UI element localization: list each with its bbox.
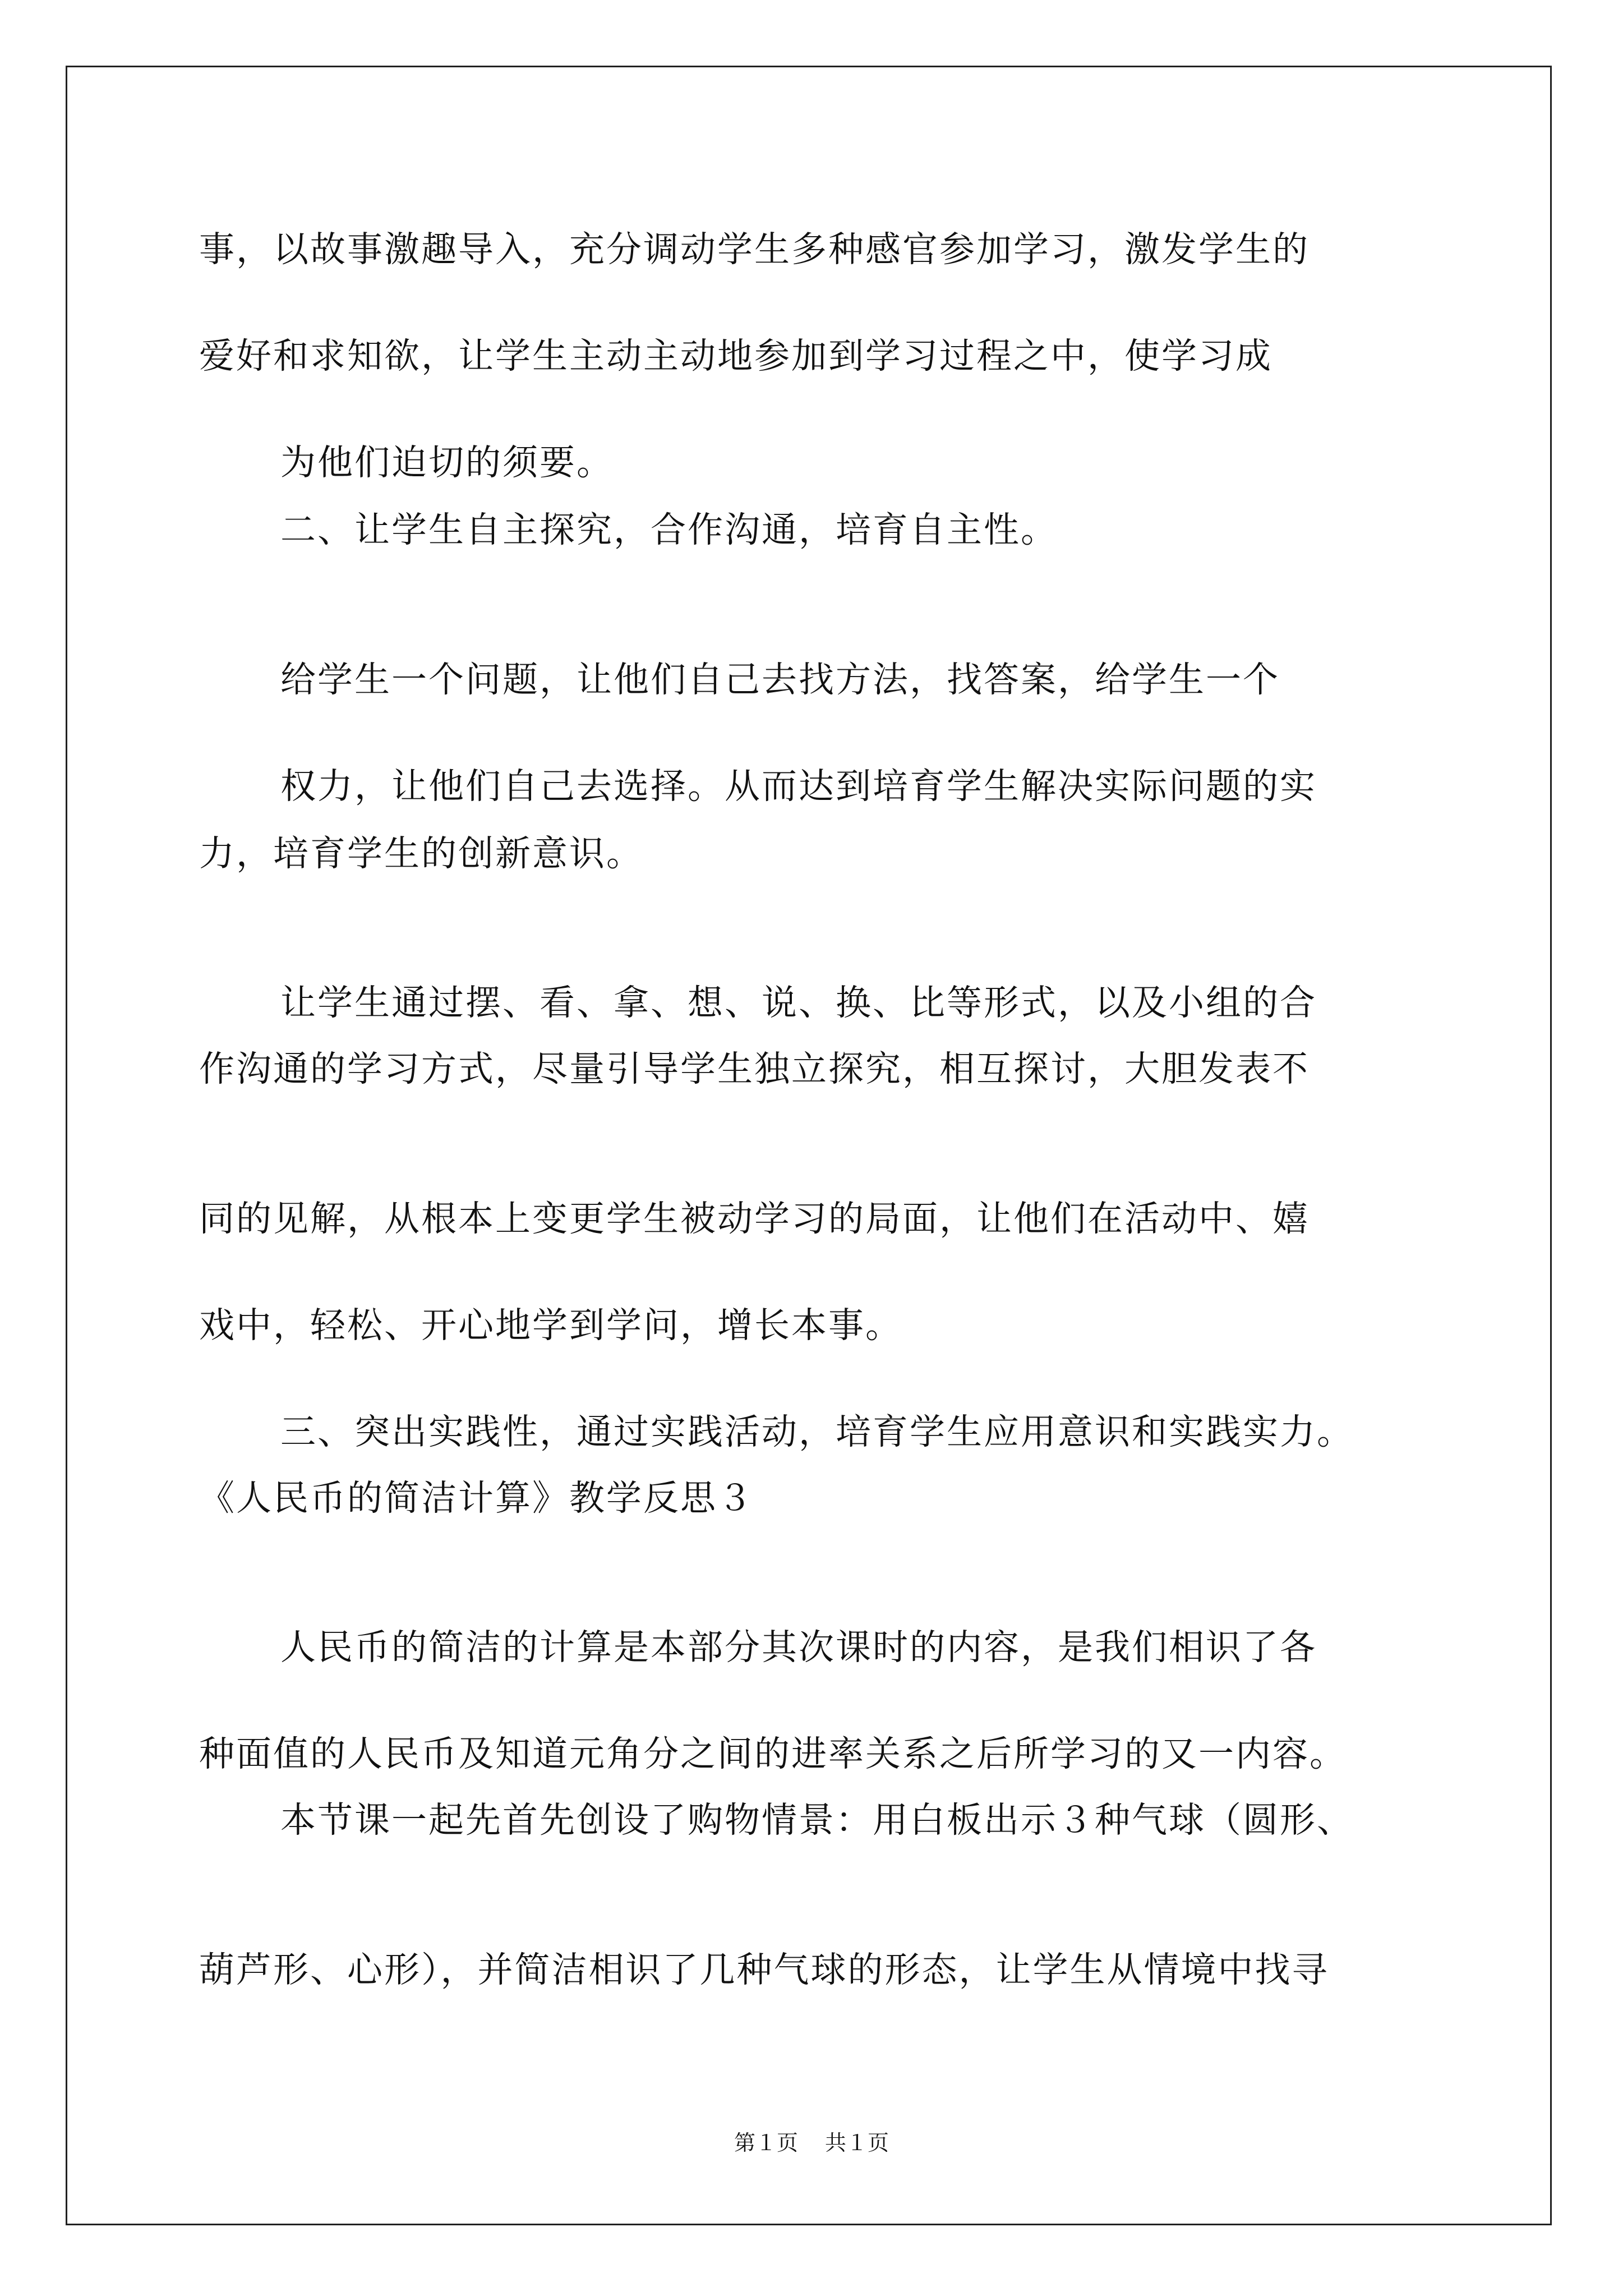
text-line: 种面值的人民币及知道元角分之间的进率关系之后所学习的又一内容。 xyxy=(199,1733,1347,1774)
text-line: 为他们迫切的须要。 xyxy=(280,442,614,483)
page-footer xyxy=(0,2129,1623,2157)
text-line: 作沟通的学习方式，尽量引导学生独立探究，相互探讨，大胆发表不 xyxy=(199,1048,1310,1089)
text-line: 葫芦形、心形），并简洁相识了几种气球的形态，让学生从情境中找寻 xyxy=(199,1949,1329,1990)
text-line: 权力，让他们自己去选择。从而达到培育学生解决实际问题的实 xyxy=(280,766,1317,807)
page-total: 共１页 xyxy=(825,2131,889,2155)
text-line: 戏中，轻松、开心地学到学问，增长本事。 xyxy=(199,1305,902,1346)
document-title: 《人民币的简洁计算》教学反思３ xyxy=(199,1478,754,1519)
text-line: 力，培育学生的创新意识。 xyxy=(199,833,643,874)
text-line: 让学生通过摆、看、拿、想、说、换、比等形式，以及小组的合 xyxy=(280,982,1317,1023)
text-line: 给学生一个问题，让他们自己去找方法，找答案，给学生一个 xyxy=(280,659,1280,700)
text-line: 同的见解，从根本上变更学生被动学习的局面，让他们在活动中、嬉 xyxy=(199,1198,1310,1239)
text-line: 人民币的简洁的计算是本部分其次课时的内容，是我们相识了各 xyxy=(280,1627,1317,1668)
text-line: 本节课一起先首先创设了购物情景：用白板出示３种气球（圆形、 xyxy=(280,1800,1354,1841)
text-line: 爱好和求知欲，让学生主动主动地参加到学习过程之中，使学习成 xyxy=(199,335,1272,376)
page-border xyxy=(66,66,1552,2225)
section-heading: 三、突出实践性，通过实践活动，培育学生应用意识和实践实力。 xyxy=(280,1411,1354,1452)
text-line: 事，以故事激趣导入，充分调动学生多种感官参加学习，激发学生的 xyxy=(199,229,1310,270)
page-number: 第１页 xyxy=(734,2131,798,2155)
section-heading: 二、让学生自主探究，合作沟通，培育自主性。 xyxy=(280,509,1058,550)
